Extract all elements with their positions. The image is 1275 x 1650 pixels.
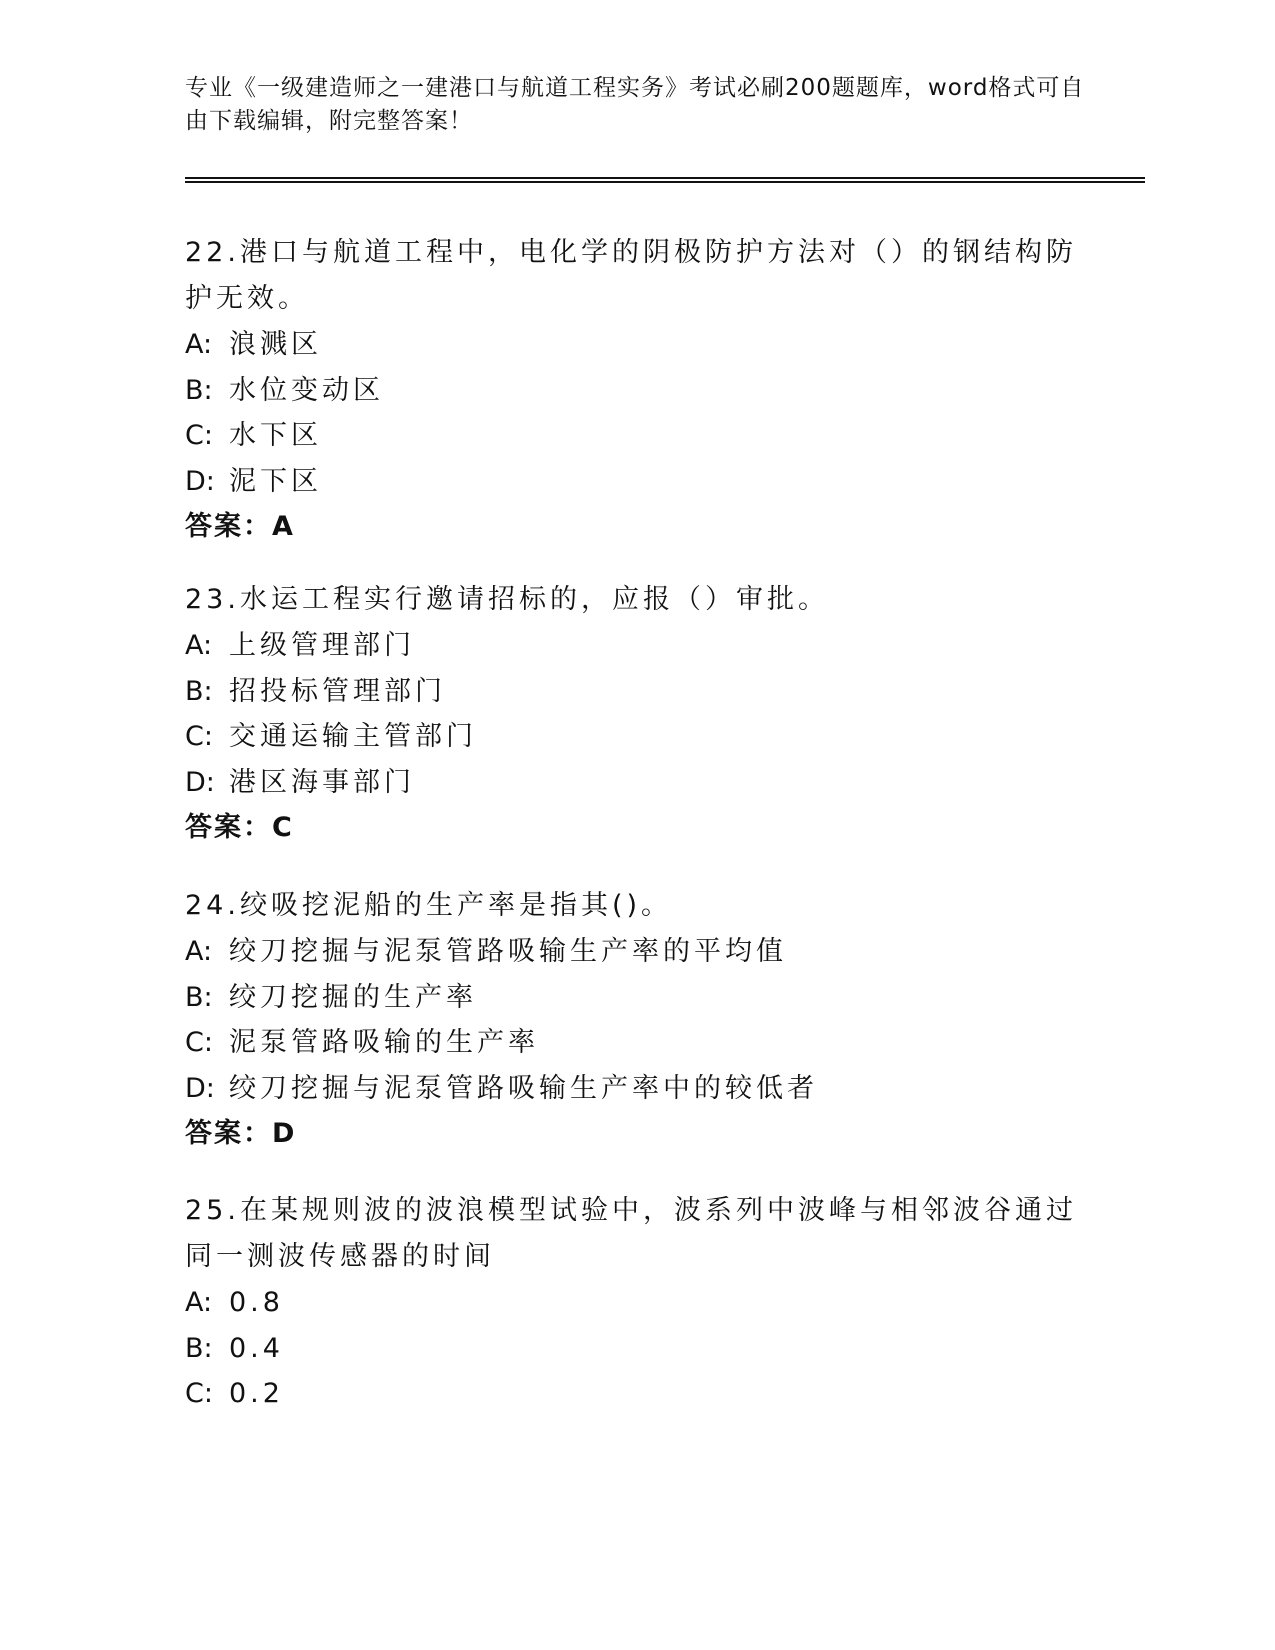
answer: 答案：C <box>185 812 294 843</box>
option-letter: C: <box>185 1378 213 1409</box>
option-text: 水下区 <box>229 420 322 451</box>
option-d <box>185 459 1085 505</box>
header-double-rule <box>185 177 1145 183</box>
option-letter: D: <box>185 1072 215 1104</box>
option-text: 招投标管理部门 <box>229 675 446 707</box>
option-text: 泥泵管路吸输的生产率 <box>229 1027 539 1058</box>
option-a <box>185 929 1085 975</box>
option-c <box>185 714 1085 760</box>
option-letter: B: <box>185 374 213 406</box>
option-b <box>185 975 1085 1021</box>
option-letter: A: <box>185 936 213 967</box>
document-header: 专业《一级建造师之一建港口与航道工程实务》考试必刷200题题库，word格式可自由下载编辑，附完整答案！ <box>185 75 1085 134</box>
option-letter: C: <box>185 420 213 451</box>
option-text: 0.2 <box>229 1378 284 1409</box>
question-text: 23.水运工程实行邀请招标的，应报（）审批。 <box>185 584 829 615</box>
answer: 答案：D <box>185 1118 297 1149</box>
option-letter: A: <box>185 630 213 661</box>
question-text: 24.绞吸挖泥船的生产率是指其()。 <box>185 890 673 921</box>
option-letter: C: <box>185 1027 213 1058</box>
option-text: 交通运输主管部门 <box>229 721 477 752</box>
option-text: 港区海事部门 <box>229 766 415 798</box>
answer: 答案：A <box>185 511 295 542</box>
question-22 <box>185 230 1085 550</box>
option-a <box>185 1280 1085 1326</box>
question-24 <box>185 883 1085 1157</box>
option-letter: A: <box>185 1287 213 1318</box>
option-text: 浪溅区 <box>229 329 322 360</box>
option-text: 绞刀挖掘与泥泵管路吸输生产率中的较低者 <box>229 1072 818 1104</box>
option-letter: B: <box>185 675 213 707</box>
option-c <box>185 413 1085 459</box>
option-b <box>185 368 1085 414</box>
option-b <box>185 1326 1085 1372</box>
option-c <box>185 1371 1085 1417</box>
option-text: 绞刀挖掘的生产率 <box>229 981 477 1013</box>
option-letter: D: <box>185 465 215 497</box>
option-text: 水位变动区 <box>229 374 384 406</box>
question-text: 25.在某规则波的波浪模型试验中，波系列中波峰与相邻波谷通过同一测波传感器的时间 <box>185 1195 1077 1272</box>
option-a <box>185 322 1085 368</box>
option-text: 泥下区 <box>229 465 322 497</box>
option-letter: B: <box>185 1332 213 1364</box>
option-letter: C: <box>185 721 213 752</box>
option-d <box>185 760 1085 806</box>
option-letter: D: <box>185 766 215 798</box>
question-text: 22.港口与航道工程中，电化学的阴极防护方法对（）的钢结构防护无效。 <box>185 237 1077 314</box>
option-text: 0.4 <box>229 1332 284 1364</box>
option-letter: B: <box>185 981 213 1013</box>
question-23 <box>185 577 1085 851</box>
option-text: 0.8 <box>229 1287 284 1318</box>
option-text: 上级管理部门 <box>229 630 415 661</box>
option-text: 绞刀挖掘与泥泵管路吸输生产率的平均值 <box>229 936 787 967</box>
option-a <box>185 623 1085 669</box>
option-letter: A: <box>185 329 213 360</box>
question-25 <box>185 1188 1085 1417</box>
option-c <box>185 1020 1085 1066</box>
option-b <box>185 669 1085 715</box>
option-d <box>185 1066 1085 1112</box>
